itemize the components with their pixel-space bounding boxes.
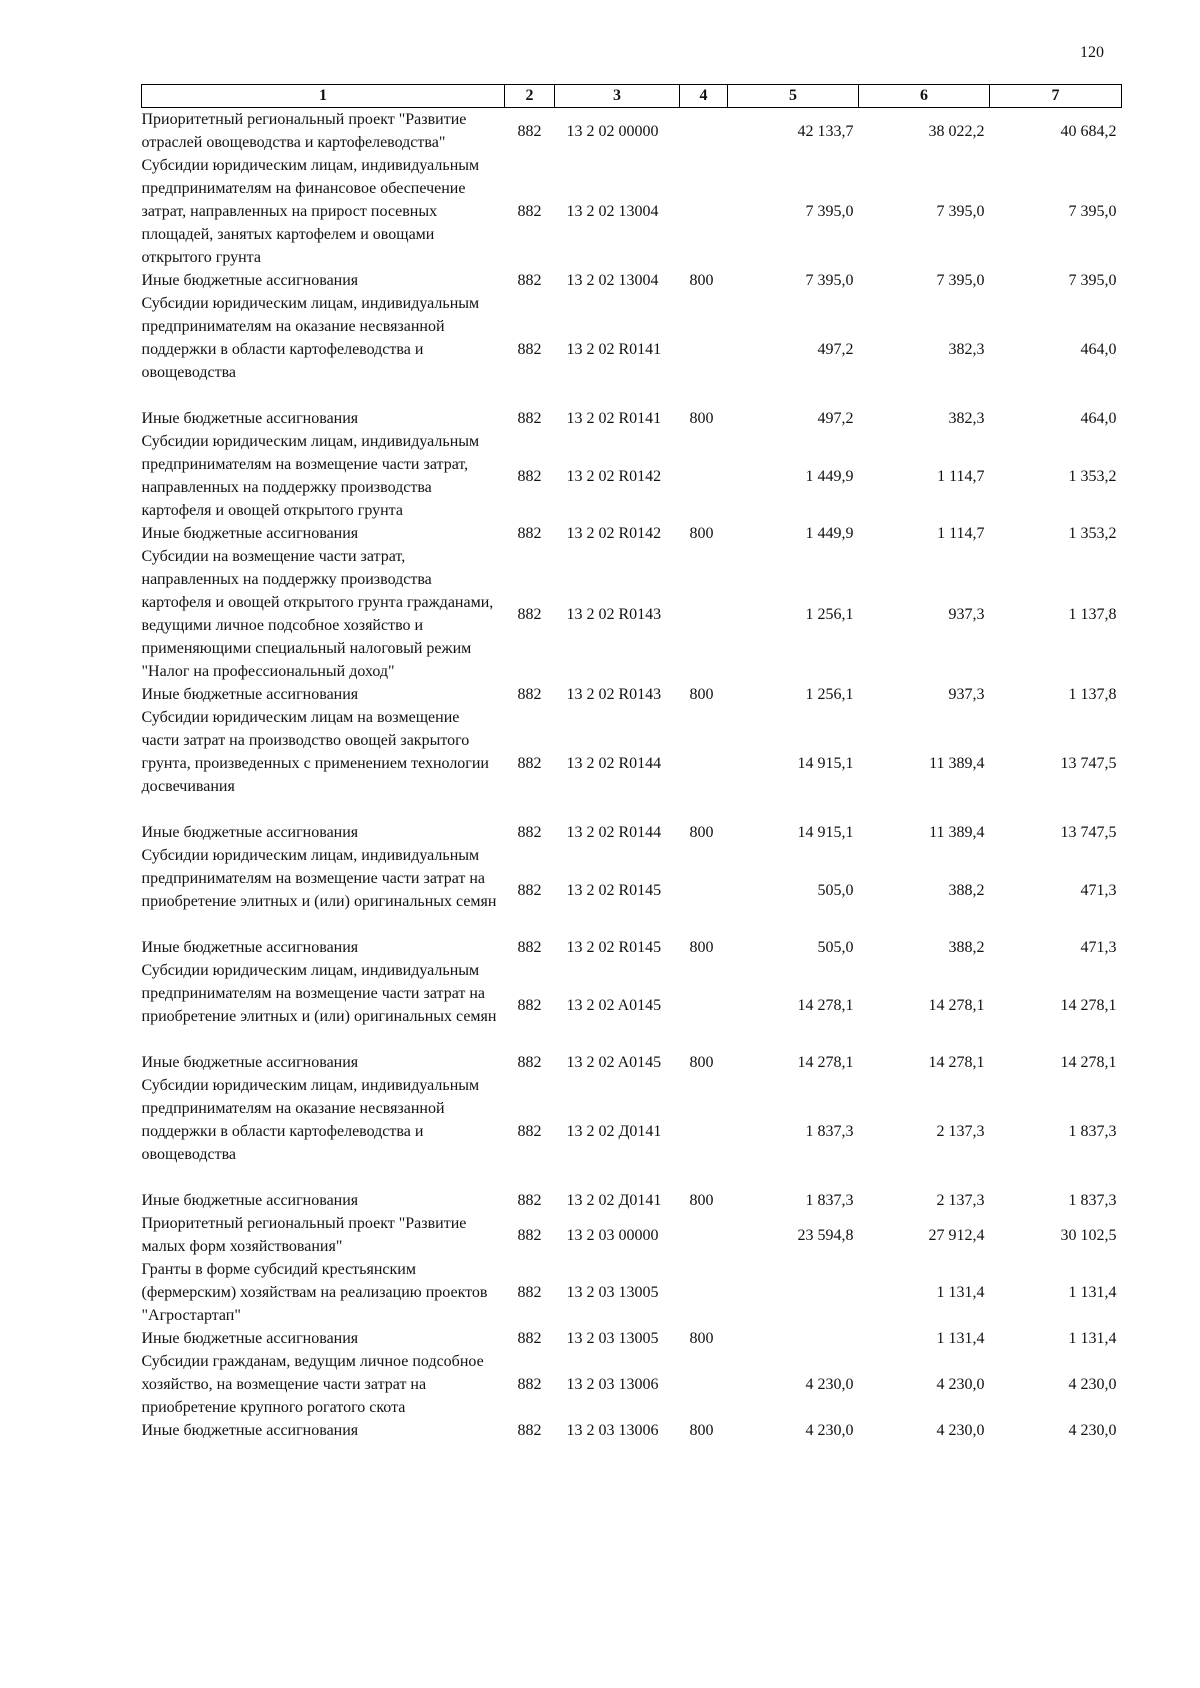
expense-type-cell: 800	[689, 1054, 714, 1071]
expense-type-cell	[680, 154, 728, 269]
column-header: 5	[728, 85, 859, 108]
row-description: Субсидии юридическим лицам, индивидуальным предпринимателям на возмещение части затрат, направленных на поддержку производства картофеля и овощей открытого грунта	[141, 433, 480, 519]
expense-type-cell	[680, 959, 728, 1051]
expense-type-cell	[680, 1074, 728, 1189]
table-row	[142, 1074, 1122, 1189]
amount-year1-cell: 1 837,3	[805, 1192, 854, 1209]
table-row	[142, 844, 1122, 936]
amount-year1-cell: 7 395,0	[805, 272, 854, 289]
table-row	[142, 269, 1122, 292]
admin-code-cell: 882	[517, 1054, 542, 1071]
target-article-cell: 13 2 02 R0145	[566, 939, 662, 956]
target-article-cell: 13 2 02 13004	[566, 272, 659, 289]
amount-year3-cell: 1 131,4	[1068, 1330, 1117, 1347]
target-article-cell: 13 2 02 00000	[566, 122, 659, 140]
target-article-cell: 13 2 02 A0145	[566, 1054, 662, 1071]
column-header: 1	[142, 85, 505, 108]
amount-year1-cell: 14 278,1	[797, 1054, 854, 1071]
amount-year2-cell: 2 137,3	[936, 1192, 985, 1209]
table-row	[142, 936, 1122, 959]
amount-year3-cell: 13 747,5	[1060, 755, 1117, 772]
row-description: Иные бюджетные ассигнования	[141, 686, 359, 703]
amount-year2-cell: 1 114,7	[937, 525, 985, 542]
row-description: Иные бюджетные ассигнования	[141, 1054, 359, 1071]
admin-code-cell: 882	[517, 410, 542, 427]
admin-code-cell: 882	[517, 605, 542, 623]
admin-code-cell: 882	[517, 467, 542, 485]
expense-type-cell: 800	[689, 939, 714, 956]
admin-code-cell: 882	[517, 1123, 542, 1140]
table-row	[142, 522, 1122, 545]
target-article-cell: 13 2 02 Д0141	[566, 1123, 662, 1140]
amount-year1-cell: 505,0	[817, 939, 854, 956]
column-header: 2	[505, 85, 555, 108]
amount-year2-cell: 382,3	[948, 341, 985, 358]
amount-year3-cell: 14 278,1	[1060, 1054, 1117, 1071]
admin-code-cell: 882	[517, 881, 542, 899]
amount-year3-cell: 7 395,0	[1068, 203, 1117, 220]
table-row	[142, 1327, 1122, 1350]
target-article-cell: 13 2 03 13005	[566, 1330, 659, 1347]
amount-year3-cell: 1 353,2	[1068, 525, 1117, 542]
amount-year1-cell: 505,0	[817, 881, 854, 899]
expense-type-cell: 800	[689, 1330, 714, 1347]
amount-year1-cell: 1 256,1	[805, 686, 854, 703]
target-article-cell: 13 2 02 R0143	[566, 686, 662, 703]
amount-year1-cell: 1 449,9	[805, 467, 854, 485]
admin-code-cell: 882	[517, 272, 542, 289]
row-description: Субсидии юридическим лицам, индивидуальным предпринимателям на оказание несвязанной поддержки в области картофелеводства и овощеводства	[141, 295, 480, 381]
amount-year1-cell: 4 230,0	[805, 1422, 854, 1439]
admin-code-cell: 882	[517, 203, 542, 220]
row-description: Субсидии юридическим лицам на возмещение части затрат на производство овощей закрытого грунта, произведенных с применением технологии досвечивания	[141, 709, 489, 795]
column-header: 3	[555, 85, 680, 108]
expense-type-cell	[680, 430, 728, 522]
target-article-cell: 13 2 02 R0143	[566, 605, 662, 623]
amount-year2-cell: 388,2	[948, 881, 985, 899]
target-article-cell: 13 2 02 Д0141	[566, 1192, 662, 1209]
admin-code-cell: 882	[517, 996, 542, 1014]
expense-type-cell: 800	[689, 272, 714, 289]
admin-code-cell: 882	[517, 686, 542, 703]
amount-year1-cell: 23 594,8	[797, 1226, 854, 1244]
amount-year3-cell: 14 278,1	[1060, 996, 1117, 1014]
expense-type-cell	[680, 706, 728, 821]
amount-year2-cell: 27 912,4	[928, 1226, 985, 1244]
target-article-cell: 13 2 02 R0142	[566, 467, 662, 485]
table-row	[142, 1350, 1122, 1419]
expense-type-cell	[680, 1258, 728, 1327]
target-article-cell: 13 2 03 13006	[566, 1376, 659, 1393]
row-description: Иные бюджетные ассигнования	[141, 939, 359, 956]
table-body	[142, 108, 1122, 1443]
row-description: Субсидии гражданам, ведущим личное подсобное хозяйство, на возмещение части затрат на приобретение крупного рогатого скота	[141, 1353, 484, 1416]
amount-year2-cell: 388,2	[948, 939, 985, 956]
amount-year1-cell: 14 915,1	[797, 824, 854, 841]
expense-type-cell: 800	[689, 1422, 714, 1439]
admin-code-cell: 882	[517, 939, 542, 956]
row-description: Приоритетный региональный проект "Развитие малых форм хозяйствования"	[141, 1215, 467, 1255]
target-article-cell: 13 2 02 R0142	[566, 525, 662, 542]
amount-year3-cell: 1 137,8	[1068, 686, 1117, 703]
table-row	[142, 959, 1122, 1051]
amount-year2-cell: 2 137,3	[936, 1123, 985, 1140]
expense-type-cell: 800	[689, 686, 714, 703]
admin-code-cell: 882	[517, 1376, 542, 1393]
amount-year3-cell: 4 230,0	[1068, 1376, 1117, 1393]
table-row	[142, 706, 1122, 821]
target-article-cell: 13 2 02 R0144	[566, 755, 662, 772]
column-header: 7	[990, 85, 1122, 108]
row-description: Иные бюджетные ассигнования	[141, 1192, 359, 1209]
row-description: Иные бюджетные ассигнования	[141, 1330, 359, 1347]
amount-year1-cell	[728, 1327, 859, 1350]
amount-year1-cell: 4 230,0	[805, 1376, 854, 1393]
table-row	[142, 1258, 1122, 1327]
amount-year2-cell: 1 114,7	[937, 467, 985, 485]
amount-year1-cell: 497,2	[817, 410, 854, 427]
amount-year3-cell: 1 137,8	[1068, 605, 1117, 623]
row-description: Субсидии на возмещение части затрат, направленных на поддержку производства картофеля и овощей открытого грунта гражданами, ведущими личное подсобное хозяйство и применяющими специальный налоговый режим "Налог на профессиональный доход"	[141, 548, 494, 680]
amount-year2-cell: 14 278,1	[928, 996, 985, 1014]
row-description: Субсидии юридическим лицам, индивидуальным предпринимателям на финансовое обеспечение затрат, направленных на прирост посевных площадей, занятых картофелем и овощами открытого грунта	[141, 157, 480, 266]
amount-year2-cell: 4 230,0	[936, 1376, 985, 1393]
row-description: Иные бюджетные ассигнования	[141, 824, 359, 841]
row-description: Иные бюджетные ассигнования	[141, 1422, 359, 1439]
admin-code-cell: 882	[517, 1192, 542, 1209]
table-row	[142, 108, 1122, 155]
admin-code-cell: 882	[517, 1226, 542, 1244]
target-article-cell: 13 2 02 R0145	[566, 881, 662, 899]
row-description: Субсидии юридическим лицам, индивидуальным предпринимателям на возмещение части затрат на приобретение элитных и (или) оригинальных семян	[141, 962, 497, 1025]
column-header: 6	[859, 85, 990, 108]
amount-year2-cell: 937,3	[948, 605, 985, 623]
admin-code-cell: 882	[517, 122, 542, 140]
expense-type-cell	[680, 844, 728, 936]
amount-year1-cell: 497,2	[817, 341, 854, 358]
amount-year3-cell: 13 747,5	[1060, 824, 1117, 841]
row-description: Гранты в форме субсидий крестьянским (фермерским) хозяйствам на реализацию проектов "Агростартап"	[141, 1261, 488, 1324]
amount-year3-cell: 1 837,3	[1068, 1123, 1117, 1140]
expense-type-cell: 800	[689, 824, 714, 841]
expense-type-cell: 800	[689, 525, 714, 542]
amount-year2-cell: 7 395,0	[936, 203, 985, 220]
amount-year3-cell: 40 684,2	[1060, 122, 1117, 140]
admin-code-cell: 882	[517, 755, 542, 772]
expense-type-cell: 800	[689, 410, 714, 427]
admin-code-cell: 882	[517, 525, 542, 542]
amount-year2-cell: 38 022,2	[928, 122, 985, 140]
admin-code-cell: 882	[517, 1330, 542, 1347]
amount-year2-cell: 1 131,4	[936, 1284, 985, 1301]
row-description: Иные бюджетные ассигнования	[141, 525, 359, 542]
amount-year1-cell: 7 395,0	[805, 203, 854, 220]
amount-year3-cell: 1 353,2	[1068, 467, 1117, 485]
expense-type-cell	[680, 108, 728, 155]
amount-year3-cell: 464,0	[1080, 341, 1117, 358]
admin-code-cell: 882	[517, 824, 542, 841]
page-number: 120	[1080, 44, 1104, 61]
row-description: Субсидии юридическим лицам, индивидуальным предпринимателям на возмещение части затрат на приобретение элитных и (или) оригинальных семян	[141, 847, 497, 910]
admin-code-cell: 882	[517, 1284, 542, 1301]
target-article-cell: 13 2 02 R0144	[566, 824, 662, 841]
expense-type-cell	[680, 1212, 728, 1258]
table-row	[142, 292, 1122, 407]
row-description: Приоритетный региональный проект "Развитие отраслей овощеводства и картофелеводства"	[141, 111, 467, 151]
admin-code-cell: 882	[517, 1422, 542, 1439]
table-row	[142, 154, 1122, 269]
amount-year2-cell: 4 230,0	[936, 1422, 985, 1439]
target-article-cell: 13 2 03 13006	[566, 1422, 659, 1439]
amount-year2-cell: 382,3	[948, 410, 985, 427]
amount-year3-cell: 471,3	[1080, 939, 1117, 956]
amount-year1-cell: 14 278,1	[797, 996, 854, 1014]
amount-year2-cell: 11 389,4	[929, 824, 985, 841]
row-description: Субсидии юридическим лицам, индивидуальным предпринимателям на оказание несвязанной поддержки в области картофелеводства и овощеводства	[141, 1077, 480, 1163]
table-row	[142, 683, 1122, 706]
amount-year1-cell: 14 915,1	[797, 755, 854, 772]
row-description: Иные бюджетные ассигнования	[141, 272, 359, 289]
target-article-cell: 13 2 03 13005	[566, 1284, 659, 1301]
amount-year1-cell: 1 837,3	[805, 1123, 854, 1140]
amount-year3-cell: 1 131,4	[1068, 1284, 1117, 1301]
table-row	[142, 407, 1122, 430]
table-row	[142, 1189, 1122, 1212]
table-row	[142, 1212, 1122, 1258]
expense-type-cell: 800	[689, 1192, 714, 1209]
amount-year3-cell: 30 102,5	[1060, 1226, 1117, 1244]
amount-year1-cell: 42 133,7	[797, 122, 854, 140]
table-row	[142, 821, 1122, 844]
target-article-cell: 13 2 03 00000	[566, 1226, 659, 1244]
amount-year2-cell: 937,3	[948, 686, 985, 703]
amount-year1-cell: 1 449,9	[805, 525, 854, 542]
target-article-cell: 13 2 02 13004	[566, 203, 659, 220]
amount-year3-cell: 4 230,0	[1068, 1422, 1117, 1439]
amount-year2-cell: 11 389,4	[929, 755, 985, 772]
amount-year2-cell: 7 395,0	[936, 272, 985, 289]
column-header: 4	[680, 85, 728, 108]
table-row	[142, 545, 1122, 683]
amount-year2-cell: 1 131,4	[936, 1330, 985, 1347]
row-description: Иные бюджетные ассигнования	[141, 410, 359, 427]
expense-type-cell	[680, 545, 728, 683]
expense-type-cell	[680, 292, 728, 407]
amount-year2-cell: 14 278,1	[928, 1054, 985, 1071]
admin-code-cell: 882	[517, 341, 542, 358]
amount-year1-cell	[728, 1258, 859, 1327]
expense-type-cell	[680, 1350, 728, 1419]
amount-year3-cell: 464,0	[1080, 410, 1117, 427]
amount-year3-cell: 7 395,0	[1068, 272, 1117, 289]
amount-year3-cell: 1 837,3	[1068, 1192, 1117, 1209]
table-row	[142, 1419, 1122, 1442]
target-article-cell: 13 2 02 A0145	[566, 996, 662, 1014]
header-row	[142, 85, 1122, 108]
budget-table	[141, 84, 1122, 1442]
table-row	[142, 1051, 1122, 1074]
target-article-cell: 13 2 02 R0141	[566, 341, 662, 358]
amount-year3-cell: 471,3	[1080, 881, 1117, 899]
target-article-cell: 13 2 02 R0141	[566, 410, 662, 427]
amount-year1-cell: 1 256,1	[805, 605, 854, 623]
table-row	[142, 430, 1122, 522]
